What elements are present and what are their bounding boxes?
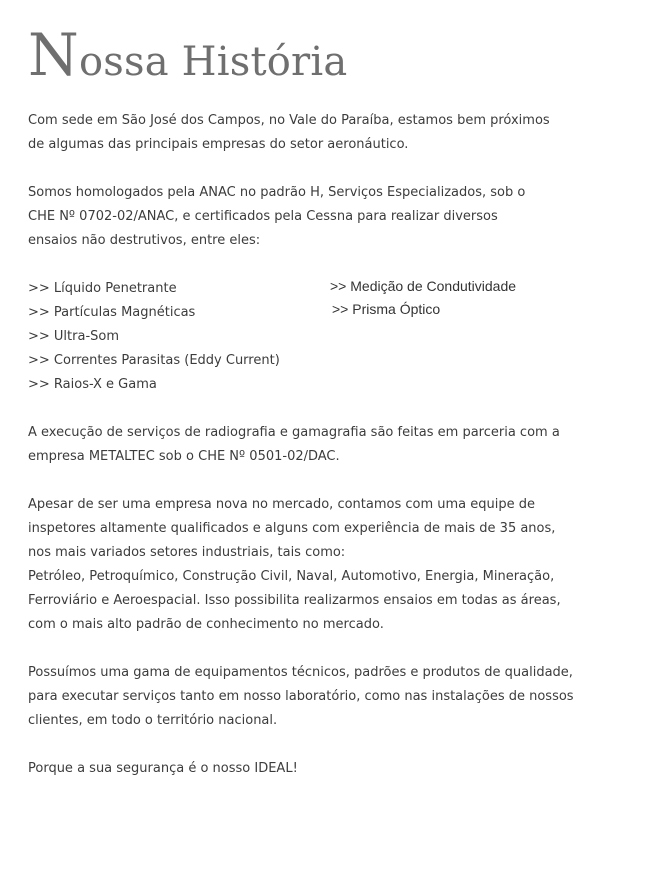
equipment-line: Possuímos uma gama de equipamentos técnicos, padrões e produtos de qualidade,	[28, 665, 573, 680]
equipment-line: para executar serviços tanto em nosso laboratório, como nas instalações de nossos	[28, 689, 574, 704]
test-item: >> Partículas Magnéticas	[28, 305, 196, 320]
team-line: inspetores altamente qualificados e alguns com experiência de mais de 35 anos,	[28, 521, 556, 536]
test-item: >> Medição de Condutividade	[330, 278, 517, 294]
test-item: >> Raios-X e Gama	[28, 377, 157, 392]
partnership-line: empresa METALTEC sob o CHE Nº 0501-02/DAC.	[28, 449, 340, 464]
closing-line: Porque a sua segurança é o nosso IDEAL!	[28, 761, 298, 776]
certification-line: ensaios não destrutivos, entre eles:	[28, 233, 261, 248]
page-title	[28, 22, 347, 95]
certification-line: Somos homologados pela ANAC no padrão H, Serviços Especializados, sob o	[28, 185, 526, 200]
tests-list-left	[28, 277, 280, 397]
tests-list-right	[330, 275, 516, 321]
page-title-initial: N	[28, 21, 79, 89]
equipment-paragraph	[28, 661, 638, 733]
test-item: >> Ultra-Som	[28, 329, 120, 344]
team-line: nos mais variados setores industriais, tais como:	[28, 545, 346, 560]
intro-paragraph	[28, 109, 638, 157]
test-item: >> Correntes Parasitas (Eddy Current)	[28, 353, 280, 368]
test-item: >> Prisma Óptico	[332, 301, 441, 317]
team-line: Ferroviário e Aeroespacial. Isso possibilita realizarmos ensaios em todas as áreas,	[28, 593, 561, 608]
certification-paragraph	[28, 181, 638, 253]
certification-line: CHE Nº 0702-02/ANAC, e certificados pela Cessna para realizar diversos	[28, 209, 498, 224]
intro-line: de algumas das principais empresas do setor aeronáutico.	[28, 137, 409, 152]
team-line: com o mais alto padrão de conhecimento no mercado.	[28, 617, 384, 632]
closing-paragraph	[28, 757, 638, 781]
equipment-line: clientes, em todo o território nacional.	[28, 713, 278, 728]
page-title-rest: ossa História	[78, 39, 348, 85]
team-line: Petróleo, Petroquímico, Construção Civil, Naval, Automotivo, Energia, Mineração,	[28, 569, 555, 584]
intro-line: Com sede em São José dos Campos, no Vale do Paraíba, estamos bem próximos	[28, 113, 550, 128]
partnership-line: A execução de serviços de radiografia e gamagrafia são feitas em parceria com a	[28, 425, 560, 440]
test-item: >> Líquido Penetrante	[28, 281, 177, 296]
team-paragraph	[28, 493, 638, 637]
team-line: Apesar de ser uma empresa nova no mercado, contamos com uma equipe de	[28, 497, 536, 512]
partnership-paragraph	[28, 421, 638, 469]
